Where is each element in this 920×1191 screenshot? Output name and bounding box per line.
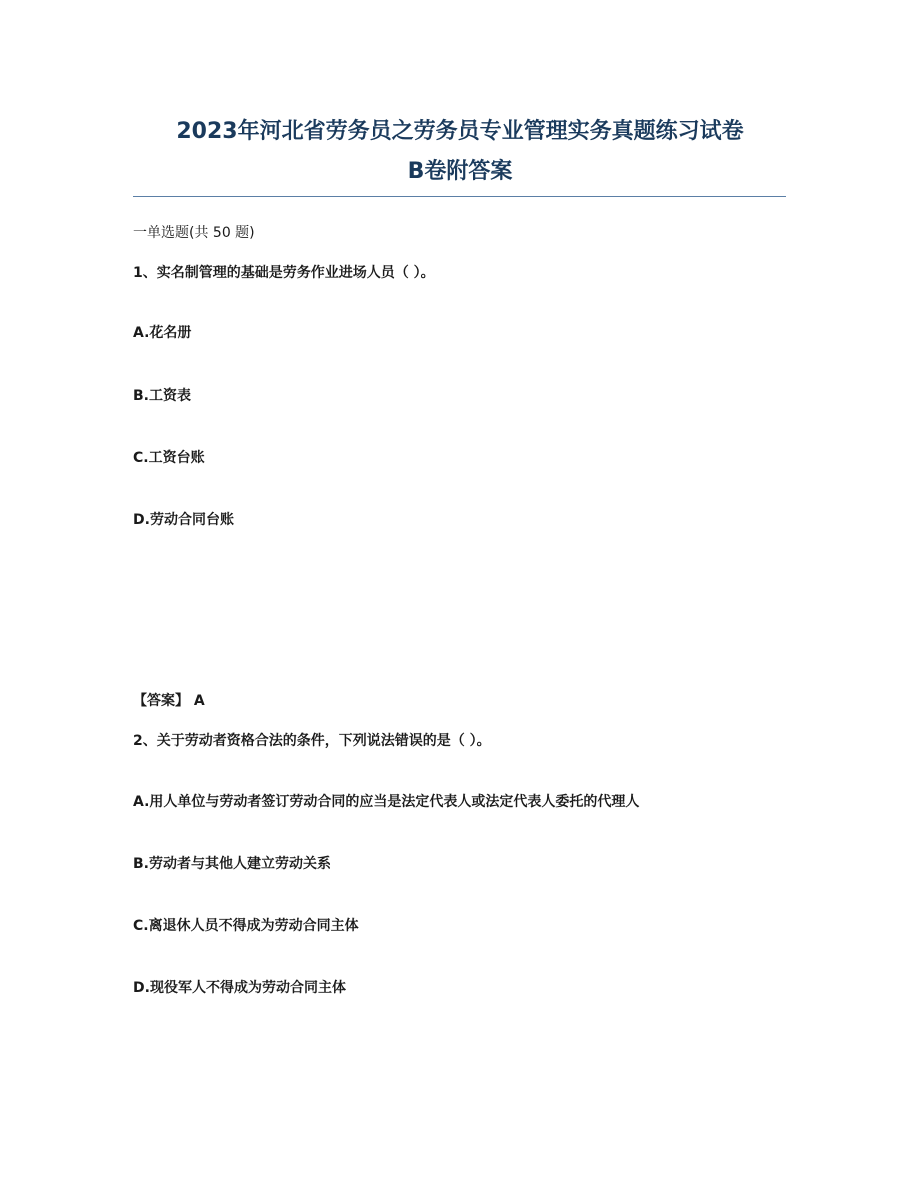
question-1-option-a: A.花名册: [133, 325, 192, 341]
question-1-stem: 1、实名制管理的基础是劳务作业进场人员（ ）。: [133, 265, 435, 281]
section-heading: 一单选题(共 50 题): [133, 225, 255, 241]
question-1-option-c: C.工资台账: [133, 450, 205, 466]
title-divider: [133, 196, 786, 197]
question-1-option-d: D.劳动合同台账: [133, 512, 234, 528]
document-title-line-2: B卷附答案: [407, 159, 513, 184]
question-2-option-d: D.现役军人不得成为劳动合同主体: [133, 980, 346, 996]
question-1-answer: 【答案】 A: [133, 693, 205, 709]
question-2-option-a: A.用人单位与劳动者签订劳动合同的应当是法定代表人或法定代表人委托的代理人: [133, 794, 640, 810]
question-2-option-c: C.离退休人员不得成为劳动合同主体: [133, 918, 359, 934]
question-1-option-b: B.工资表: [133, 388, 191, 404]
document-title-line-1: 2023年河北省劳务员之劳务员专业管理实务真题练习试卷: [176, 119, 744, 144]
question-2-stem: 2、关于劳动者资格合法的条件，下列说法错误的是（ ）。: [133, 733, 491, 749]
question-2-option-b: B.劳动者与其他人建立劳动关系: [133, 856, 331, 872]
